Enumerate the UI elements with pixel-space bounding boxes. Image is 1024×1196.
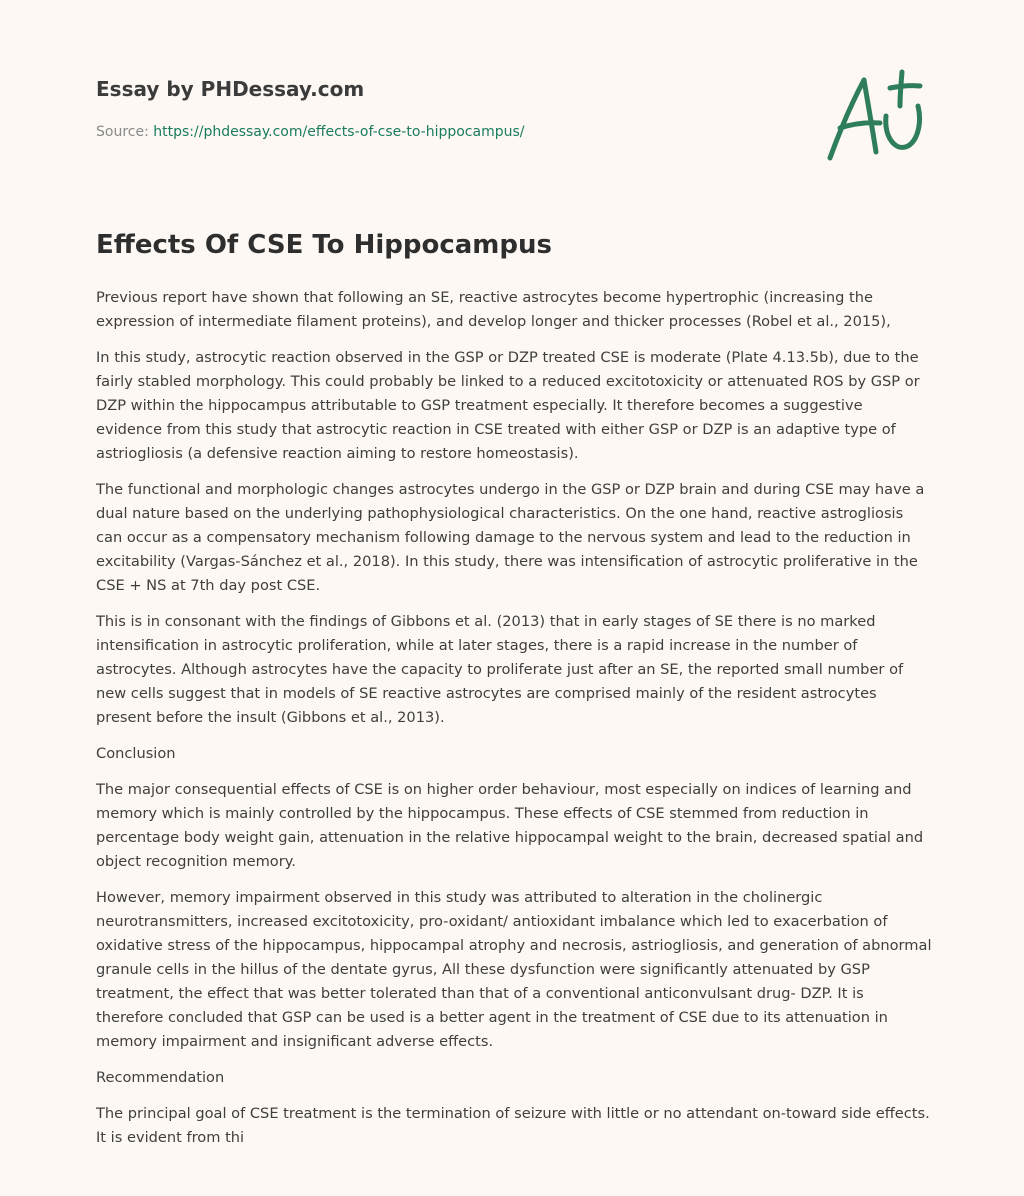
article-paragraph: However, memory impairment observed in this study was attributed to alteration in the cholinergic neurotransmitters, increased excitotoxicity, pro-oxidant/ antioxidant imbalance which led to exacerbation of oxidative stress of the hippocampus, hippocampal atrophy and necrosis, astriogliosis, and generation of abnormal granule cells in the hillus of the dentate gyrus, All these dysfunction were significantly attenuated by GSP treatment, the effect that was better tolerated than that of a conventional anticonvulsant drug- DZP. It is therefore concluded that GSP can be used is a better agent in the treatment of CSE due to its attenuation in memory impairment and insignificant adverse effects. bbox=[96, 889, 932, 1050]
section-heading-conclusion: Conclusion bbox=[96, 745, 176, 762]
section-heading-recommendation: Recommendation bbox=[96, 1069, 225, 1086]
article-paragraph: In this study, astrocytic reaction observed in the GSP or DZP treated CSE is moderate (Plate 4.13.5b), due to the fairly stabled morphology. This could probably be linked to a reduced excitotoxicity or attenuated ROS by GSP or DZP within the hippocampus attributable to GSP treatment especially. It therefore becomes a suggestive evidence from this study that astrocytic reaction in CSE treated with either GSP or DZP is an adaptive type of astriogliosis (a defensive reaction aiming to restore homeostasis). bbox=[96, 349, 920, 462]
article-title: Effects Of CSE To Hippocampus bbox=[96, 230, 552, 260]
article-paragraph: The functional and morphologic changes astrocytes undergo in the GSP or DZP brain and during CSE may have a dual nature based on the underlying pathophysiological characteristics. On the one hand, reactive astrogliosis can occur as a compensatory mechanism following damage to the nervous system and lead to the reduction in excitability (Vargas-Sánchez et al., 2018). In this study, there was intensification of astrocytic proliferative in the CSE + NS at 7th day post CSE. bbox=[96, 481, 925, 594]
site-title: Essay by PHDessay.com bbox=[96, 77, 365, 101]
article-paragraph: This is in consonant with the findings of Gibbons et al. (2013) that in early stages of SE there is no marked intensification in astrocytic proliferation, while at later stages, there is a rapid increase in the number of astrocytes. Although astrocytes have the capacity to proliferate just after an SE, the reported small number of new cells suggest that in models of SE reactive astrocytes are comprised mainly of the resident astrocytes present before the insult (Gibbons et al., 2013). bbox=[96, 613, 904, 726]
source-label: Source: bbox=[96, 124, 154, 140]
source-link[interactable]: https://phdessay.com/effects-of-cse-to-hippocampus/ bbox=[153, 124, 525, 140]
article-paragraph: The major consequential effects of CSE is on higher order behaviour, most especially on indices of learning and memory which is mainly controlled by the hippocampus. These effects of CSE stemmed from reduction in percentage body weight gain, attenuation in the relative hippocampal weight to the brain, decreased spatial and object recognition memory. bbox=[96, 781, 924, 870]
a-plus-logo-icon bbox=[820, 66, 930, 166]
source-line bbox=[96, 122, 936, 142]
article-paragraph: Previous report have shown that following an SE, reactive astrocytes become hypertrophic (increasing the expression of intermediate filament proteins), and develop longer and thicker processes (Robel et al., 2015), bbox=[96, 289, 891, 330]
article-paragraph: The principal goal of CSE treatment is the termination of seizure with little or no attendant on-toward side effects. It is evident from thi bbox=[96, 1105, 930, 1146]
page-header bbox=[96, 74, 936, 142]
article bbox=[96, 226, 932, 1162]
